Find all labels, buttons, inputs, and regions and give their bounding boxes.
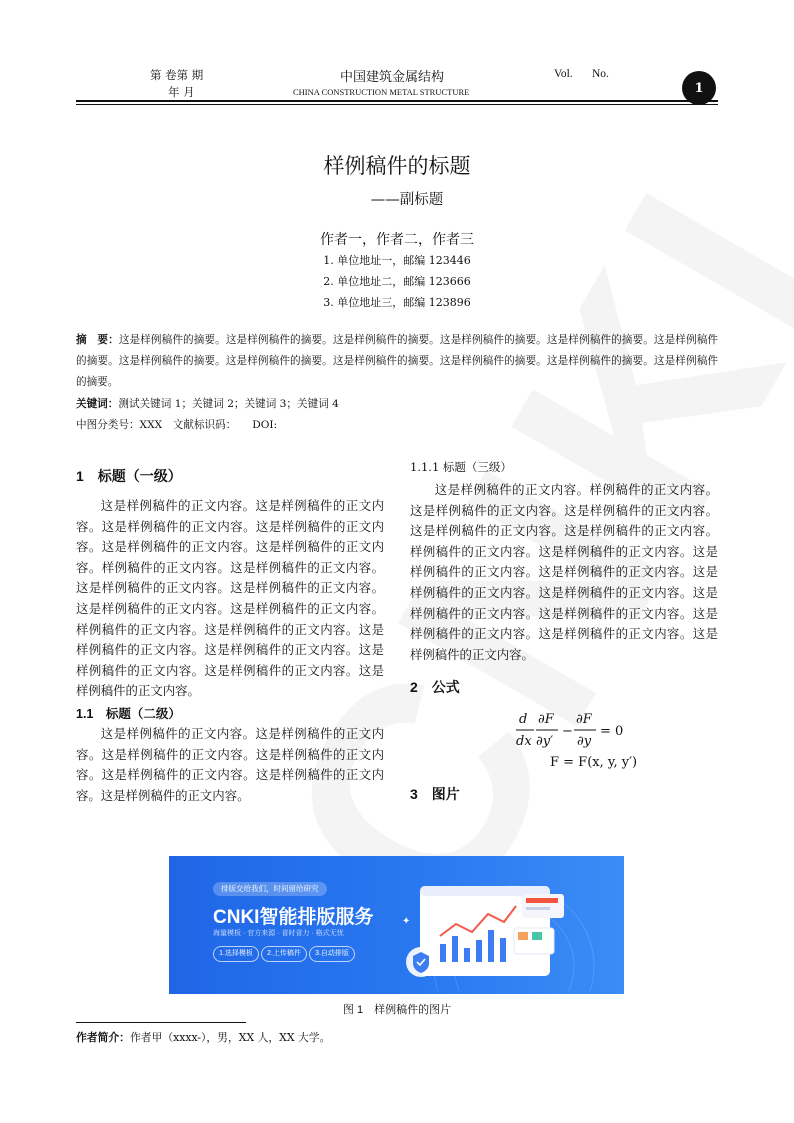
- abstract-label: 摘 要：: [76, 334, 119, 346]
- banner-step-1: 1.选择模板: [213, 946, 259, 962]
- paper-title: 样例稿件的标题: [323, 154, 471, 178]
- svg-text:∂F: ∂F: [576, 712, 592, 728]
- affiliation-2: 2. 单位地址二，邮编 123666: [323, 275, 471, 288]
- svg-text:−: −: [562, 724, 573, 740]
- formula-2: F = F(x, y, y′): [550, 755, 638, 771]
- left-column: [76, 466, 384, 806]
- banner-headline: CNKI智能排版服务: [213, 907, 374, 928]
- svg-text:dx: dx: [516, 734, 532, 750]
- banner-step-3: 3.自动排版: [309, 946, 355, 962]
- keywords-label: 关键词：: [76, 398, 119, 410]
- page-number-badge: 1: [682, 71, 716, 105]
- section-2-heading: 2 公式: [410, 679, 460, 696]
- banner-features: 海量模板 · 官方来源 · 省时省力 · 格式无忧: [213, 930, 344, 937]
- issue-line-2: 年 月: [168, 85, 195, 99]
- section-1-1-body: 这是样例稿件的正文内容。这是样例稿件的正文内容。这是样例稿件的正文内容。这是样例稿件的正文内容。这是样例稿件的正文内容。这是样例稿件的正文内容。这是样例稿件的正文内容。: [76, 725, 384, 803]
- header-rule-thin: [76, 104, 718, 105]
- author-bio-text: 作者甲（xxxx-），男，XX 人，XX 大学。: [129, 1031, 331, 1044]
- svg-text:d: d: [519, 712, 528, 728]
- section-1-1-heading: 1.1 标题（二级）: [76, 706, 181, 721]
- journal-name-en: CHINA CONSTRUCTION METAL STRUCTURE: [293, 87, 470, 97]
- volume-label: Vol.: [554, 68, 573, 80]
- section-1-heading: 1 标题（一级）: [76, 468, 182, 484]
- section-3-heading: 3 图片: [410, 786, 460, 803]
- keywords: [76, 394, 718, 415]
- author-bio-label: 作者简介：: [76, 1032, 130, 1044]
- sparkle-icon: ✦: [402, 916, 411, 927]
- affiliation-1: 1. 单位地址一，邮编 123446: [323, 254, 471, 267]
- journal-name-cn: 中国建筑金属结构: [340, 70, 445, 85]
- abstract: [76, 330, 718, 393]
- affiliation-3: 3. 单位地址三，邮编 123896: [323, 296, 471, 309]
- abstract-text: 这是样例稿件的摘要。这是样例稿件的摘要。这是样例稿件的摘要。这是样例稿件的摘要。这是样例稿件的摘要。这是样例稿件的摘要。这是样例稿件的摘要。这是样例稿件的摘要。这是样例稿件的摘要。这是样例稿件的摘要。这是样例稿件的摘要。这是样例稿件的摘要。: [76, 334, 719, 388]
- banner-tag: 排版交给我们，时间留给研究: [213, 882, 327, 896]
- svg-text:= 0: = 0: [600, 724, 624, 740]
- banner-illustration: [394, 866, 619, 991]
- classification-line: 中图分类号：XXX 文献标识码： DOI:: [76, 419, 278, 431]
- formula-1: [516, 709, 718, 751]
- svg-text:∂y′: ∂y′: [536, 734, 554, 750]
- issue-line-1: 第 卷第 期: [150, 68, 204, 82]
- paper-subtitle: ——副标题: [370, 192, 444, 208]
- section-1-1-1-heading: 1.1.1 标题（三级）: [410, 460, 512, 474]
- number-label: No.: [592, 68, 609, 80]
- author-bio-footnote: [76, 1030, 330, 1045]
- section-1-1-1-body: 这是样例稿件的正文内容。样例稿件的正文内容。这是样例稿件的正文内容。这是样例稿件的正文内容。这是样例稿件的正文内容。这是样例稿件的正文内容。样例稿件的正文内容。这是样例稿件的正文内容。这是样例稿件的正文内容。这是样例稿件的正文内容。这是样例稿件的正文内容。这是样例稿件的正文内容。这是样例稿件的正文内容。这是样例稿件的正文内容。这是样例稿件的正文内容。这是样例稿件的正文内容。这是样例稿件的正文内容。: [410, 482, 718, 662]
- footnote-rule: [76, 1022, 246, 1023]
- author-list: 作者一，作者二，作者三: [320, 232, 474, 248]
- banner-step-2: 2.上传稿件: [261, 946, 307, 962]
- header-rule-thick: [76, 100, 718, 102]
- figure-caption: 图 1 样例稿件的图片: [342, 1004, 452, 1016]
- keywords-text: 测试关键词 1；关键词 2；关键词 3；关键词 4: [118, 398, 339, 410]
- right-column: [410, 458, 718, 808]
- svg-text:∂F: ∂F: [538, 712, 554, 728]
- section-1-body: 这是样例稿件的正文内容。这是样例稿件的正文内容。这是样例稿件的正文内容。这是样例稿件的正文内容。这是样例稿件的正文内容。这是样例稿件的正文内容。样例稿件的正文内容。这是样例稿件的正文内容。这是样例稿件的正文内容。这是样例稿件的正文内容。这是样例稿件的正文内容。这是样例稿件的正文内容。样例稿件的正文内容。这是样例稿件的正文内容。这是样例稿件的正文内容。这是样例稿件的正文内容。这是样例稿件的正文内容。这是样例稿件的正文内容。这是样例稿件的正文内容。: [76, 498, 384, 699]
- figure-image: [169, 856, 624, 994]
- formula-1-svg: [516, 709, 626, 753]
- svg-text:∂y: ∂y: [577, 734, 592, 750]
